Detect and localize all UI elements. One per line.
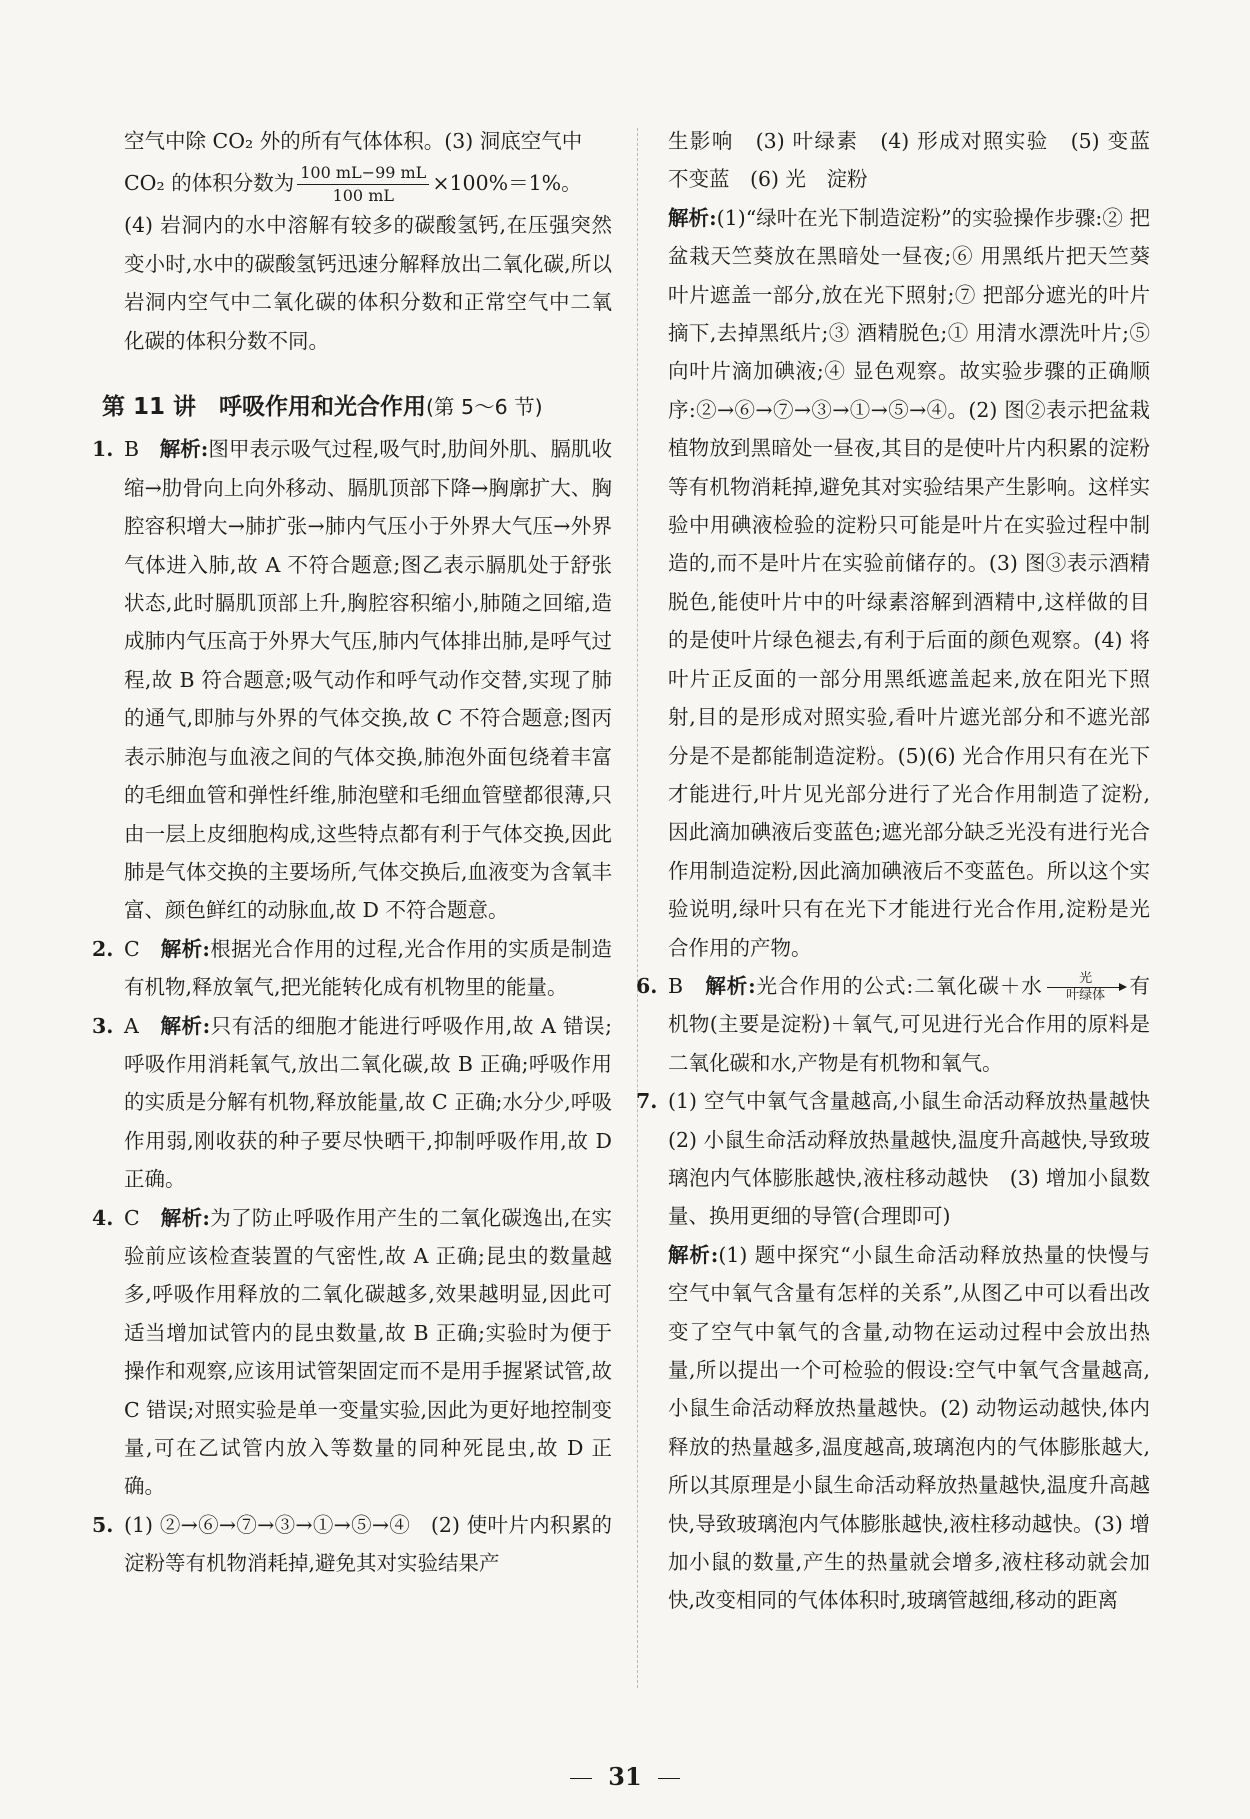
section-title: 第 11 讲 呼吸作用和光合作用(第 5～6 节) [102, 394, 543, 421]
answer-7-analysis: 解析:(1) 题中探究“小鼠生命活动释放热量的快慢与空气中氧气含量有怎样的关系”,从图乙中可以看出改变了空气中氧气的含量,动物在运动过程中会放出热量,所以提出一个可检验的假设:空气中氧气含量越高,小鼠生命活动释放热量越快。(2) 动物运动越快,体内释放的热量越多,温度越高,玻璃泡内的气体膨胀越大,所以其原理是小鼠生命活动释放热量越快,温度升高越快,导致玻璃泡内气体膨胀越快,液柱移动越快。(3) 增加小鼠的数量,产生的热量就会增多,液柱移动就会加快,改变相同的气体体积时,玻璃管越细,移动的距离 [668, 1242, 1150, 1613]
right-column [636, 122, 1171, 1620]
continued-text-4: (4) 岩洞内的水中溶解有较多的碳酸氢钙,在压强突然变小时,水中的碳酸氢钙迅速分解释放出二氧化碳,所以岩洞内空气中二氧化碳的体积分数和正常空气中二氧化碳的体积分数不同。 [124, 213, 612, 353]
answer-item-4: 4. C 解析:为了防止呼吸作用产生的二氧化碳逸出,在实验前应该检查装置的气密性,故 A 正确;昆虫的数量越多,呼吸作用释放的二氧化碳越多,效果越明显,因此可适当增加试管内的昆虫数量,故 B 正确;实验时为便于操作和观察,应该用试管架固定而不是用手握紧试管,故 C 错误;对照实验是单一变量实验,因此为更好地控制变量,可在乙试管内放入等数量的同种死昆虫,故 D 正确。 [92, 1205, 612, 1499]
fraction: $\frac{100 mL-99 mL}{100 mL}$ [297, 164, 429, 205]
answer-item-7: 7. (1) 空气中氧气含量越高,小鼠生命活动释放热量越快 (2) 小鼠生命活动释放热量越快,温度升高越快,导致玻璃泡内气体膨胀越快,液柱移动越快 (3) 增加小鼠数量、换用更细的导管(合理即可) 解析:(1) 题中探究“小鼠生命活动释放热量的快慢与空气中氧气含量有怎样的关系”,从图乙中可以看出改变了空气中氧气的含量,动物在运动过程中会放出热量,所以提出一个可检验的假设:空气中氧气含量越高,小鼠生命活动释放热量越快。(2) 动物运动越快,体内释放的热量越多,温度越高,玻璃泡内的气体膨胀越大,所以其原理是小鼠生命活动释放热量越快,温度升高越快,导致玻璃泡内气体膨胀越快,液柱移动越快。(3) 增加小鼠的数量,产生的热量就会增多,液柱移动就会加快,改变相同的气体体积时,玻璃管越细,移动的距离 [636, 1082, 1150, 1620]
formula-line: CO₂ 的体积分数为 $\frac{100 mL-99 mL}{100 mL}$ ×100%＝1%。 [124, 163, 582, 206]
answer-5-analysis: 解析:(1)“绿叶在光下制造淀粉”的实验操作步骤:② 把盆栽天竺葵放在黑暗处一昼夜;⑥ 用黑纸片把天竺葵叶片遮盖一部分,放在光下照射;⑦ 把部分遮光的叶片摘下,去掉黑纸片;③ 酒精脱色;① 用清水漂洗叶片;⑤ 向叶片滴加碘液;④ 显色观察。故实验步骤的正确顺序:②→⑥→⑦→③→①→⑤→④。(2) 图②表示把盆栽植物放到黑暗处一昼夜,其目的是使叶片内积累的淀粉等有机物消耗掉,避免其对实验结果产生影响。这样实验中用碘液检验的淀粉只可能是叶片在实验过程中制造的,而不是叶片在实验前储存的。(3) 图③表示酒精脱色,能使叶片中的叶绿素溶解到酒精中,这样做的目的是使叶片绿色褪去,有利于后面的颜色观察。(4) 将叶片正反面的一部分用黑纸遮盖起来,放在阳光下照射,目的是形成对照实验,看叶片遮光部分和不遮光部分是不是都能制造淀粉。(5)(6) 光合作用只有在光下才能进行,叶片见光部分进行了光合作用制造了淀粉,因此滴加碘液后变蓝色;遮光部分缺乏光没有进行光合作用制造淀粉,因此滴加碘液后不变蓝色。所以这个实验说明,绿叶只有在光下才能进行光合作用,淀粉是光合作用的产物。 [668, 205, 1150, 960]
answer-item-5: 5. (1) ②→⑥→⑦→③→①→⑤→④ (2) 使叶片内积累的淀粉等有机物消耗掉,避免其对实验结果产 [92, 1512, 612, 1576]
answer-item-1: 1. B 解析:图甲表示吸气过程,吸气时,肋间外肌、膈肌收缩→肋骨向上向外移动、膈肌顶部下降→胸廓扩大、胸腔容积增大→肺扩张→肺内气压小于外界大气压→外界气体进入肺,故 A 不符合题意;图乙表示膈肌处于舒张状态,此时膈肌顶部上升,胸腔容积缩小,肺随之回缩,造成肺内气压高于外界大气压,肺内气体排出肺,是呼气过程,故 B 符合题意;吸气动作和呼气动作交替,实现了肺的通气,即肺与外界的气体交换,故 C 不符合题意;图丙表示肺泡与血液之间的气体交换,肺泡外面包绕着丰富的毛细血管和弹性纤维,肺泡壁和毛细血管壁都很薄,只由一层上皮细胞构成,这些特点都有利于气体交换,因此肺是气体交换的主要场所,气体交换后,血液变为含氧丰富、颜色鲜红的动脉血,故 D 不符合题意。 [92, 437, 612, 923]
answer-item-6: 6. B 解析:光合作用的公式:二氧化碳＋水 光 叶绿体 有机物(主要是淀粉)＋氧气,可见进行光合作用的原料是二氧化碳和水,产物是有机物和氧气。 [636, 970, 1151, 1075]
answer-item-2: 2. C 解析:根据光合作用的过程,光合作用的实质是制造有机物,释放氧气,把光能转化成有机物里的能量。 [92, 936, 612, 1000]
continued-text: 空气中除 CO₂ 外的所有气体体积。(3) 洞底空气中 [124, 129, 583, 153]
answer-item-3: 3. A 解析:只有活的细胞才能进行呼吸作用,故 A 错误;呼吸作用消耗氧气,放出二氧化碳,故 B 正确;呼吸作用的实质是分解有机物,释放能量,故 C 正确;水分少,呼吸作用弱,刚收获的种子要尽快晒干,抑制呼吸作用,故 D 正确。 [92, 1013, 612, 1192]
left-column [92, 122, 612, 1583]
reaction-arrow: 光 叶绿体 [1047, 972, 1125, 1003]
page-number: 31 [0, 1762, 1250, 1791]
answer-5-continued: 生影响 (3) 叶绿素 (4) 形成对照实验 (5) 变蓝 不变蓝 (6) 光 淀粉 [668, 129, 1171, 192]
